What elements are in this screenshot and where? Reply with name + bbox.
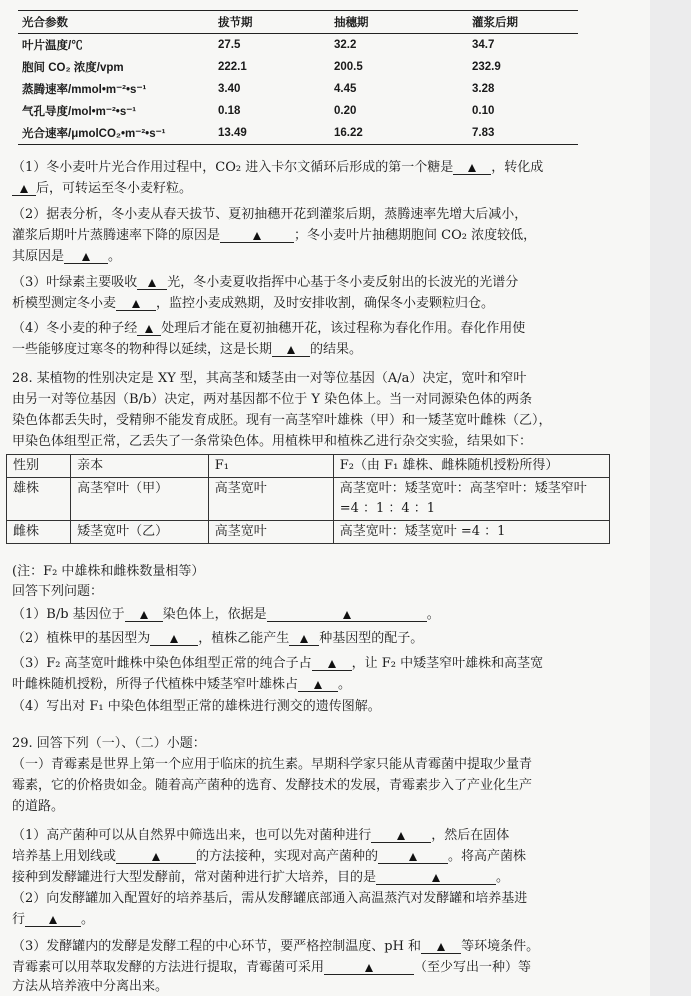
answer-blank[interactable] xyxy=(371,827,431,843)
q29-line-7: 接种到发酵罐进行大型发酵前，常对菌种进行扩大培养，目的是 。 xyxy=(12,870,510,885)
table-header: 灌浆后期 xyxy=(472,17,518,29)
table-cell: 蒸腾速率/mmol•m⁻²•s⁻¹ xyxy=(22,84,147,96)
table-cell: 16.22 xyxy=(334,127,363,139)
table-header-row xyxy=(18,11,578,34)
triangle-marker-icon xyxy=(343,611,351,619)
table-cell: 3.40 xyxy=(218,83,241,95)
table-row xyxy=(7,478,610,521)
table-row xyxy=(18,122,578,145)
table-header: 抽穗期 xyxy=(334,17,369,29)
table-cell: 雌株 xyxy=(7,521,71,544)
q27-line-2: 后，可转运至冬小麦籽粒。 xyxy=(12,178,612,199)
q27-line-9: 一些能够度过寒冬的物种得以延续，这是长期 的结果。 xyxy=(12,342,363,357)
answer-blank[interactable] xyxy=(376,869,496,885)
table-cell: 0.18 xyxy=(218,105,241,117)
answer-blank[interactable] xyxy=(324,959,414,975)
table-row xyxy=(18,34,578,57)
answer-blank[interactable] xyxy=(312,655,352,671)
triangle-marker-icon xyxy=(437,943,445,951)
answer-blank[interactable] xyxy=(453,159,491,175)
answer-blank[interactable] xyxy=(421,938,461,954)
table-cell: 高茎宽叶 xyxy=(208,521,333,544)
q27-line-5: 其原因是 。 xyxy=(12,249,122,264)
triangle-marker-icon xyxy=(409,853,417,861)
table-cell: 200.5 xyxy=(334,61,363,73)
table-cell: 0.10 xyxy=(472,105,495,117)
q28-line-3: 染色体都丢失时，受精卵不能发育成胚。现有一高茎窄叶雄株（甲）和一矮茎宽叶雌株（乙）， xyxy=(12,413,552,428)
q29-line-4: 的道路。 xyxy=(12,799,65,814)
triangle-marker-icon xyxy=(253,232,261,240)
table-row xyxy=(18,56,578,78)
table-cell: 高茎宽叶：矮茎宽叶：高茎窄叶：矮茎窄叶 =4 ：1 ：4 ：1 xyxy=(333,478,609,521)
table-row xyxy=(7,521,610,544)
table-cell: 32.2 xyxy=(334,39,357,51)
table-cell: 矮茎宽叶（乙） xyxy=(71,521,209,544)
table-header: F₂（由 F₁ 雄株、雌株随机授粉所得） xyxy=(333,455,609,478)
q29-line-11: 青霉素可以用萃取发酵的方法进行提取，青霉菌可采用 （至少写出一种）等 xyxy=(12,960,532,975)
answer-blank[interactable] xyxy=(378,848,448,864)
table-cell: 27.5 xyxy=(218,39,241,51)
table-cell: 7.83 xyxy=(472,127,495,139)
triangle-marker-icon xyxy=(300,635,308,643)
q29-line-10: （3）发酵罐内的发酵是发酵工程的中心环节，要严格控制温度、pH 和 等环境条件。 xyxy=(12,939,540,954)
triangle-marker-icon xyxy=(145,325,153,333)
table-cell: 气孔导度/mol•m⁻²•s⁻¹ xyxy=(22,106,137,118)
table-header: 拔节期 xyxy=(218,17,253,29)
table-cell: 0.20 xyxy=(334,105,357,117)
triangle-marker-icon xyxy=(49,916,57,924)
q29-line-5: （1）高产菌种可以从自然界中筛选出来，也可以先对菌种进行 ，然后在固体 xyxy=(12,828,510,843)
q29-line-3: 霉素，它的价格贵如金。随着高产菌种的选育、发酵技术的发展，青霉素步入了产业化生产 xyxy=(12,778,533,793)
answer-blank[interactable] xyxy=(137,320,161,336)
q28-sub-2: （2）植株甲的基因型为 ，植株乙能产生 种基因型的配子。 xyxy=(12,631,424,646)
cross-result-table xyxy=(6,454,610,544)
table-cell: 34.7 xyxy=(472,39,495,51)
q27-line-3: （2）据表分析，冬小麦从春天拔节、夏初抽穗开花到灌浆后期，蒸腾速率先增大后减小， xyxy=(12,207,528,222)
table-row xyxy=(18,78,578,100)
answer-blank[interactable] xyxy=(272,341,310,357)
triangle-marker-icon xyxy=(397,832,405,840)
table-header: 性别 xyxy=(7,455,71,478)
triangle-marker-icon xyxy=(170,635,178,643)
answer-blank[interactable] xyxy=(289,630,319,646)
answer-blank[interactable] xyxy=(116,848,196,864)
table-header-row xyxy=(7,455,610,478)
table-cell: 4.45 xyxy=(334,83,357,95)
q28-sub-3: （3）F₂ 高茎宽叶雌株中染色体组型正常的纯合子占 ，让 F₂ 中矮茎窄叶雄株和高茎宽 xyxy=(12,656,544,671)
table-cell: 222.1 xyxy=(218,61,247,73)
q28-sub-4: （4）写出对 F₁ 中染色体组型正常的雄株进行测交的遗传图解。 xyxy=(12,699,381,714)
photosynthesis-parameter-table xyxy=(18,10,578,145)
q28-sub-1: （1）B/b 基因位于 染色体上，依据是 。 xyxy=(12,607,440,622)
table-cell: 高茎宽叶 xyxy=(208,478,333,521)
q27-line-1: （1）冬小麦叶片光合作用过程中，CO₂ 进入卡尔文循环后形成的第一个糖是 ，转化成 xyxy=(12,160,544,175)
q27-line-8: （4）冬小麦的种子经 处理后才能在夏初抽穗开花，该过程称为春化作用。春化作用使 xyxy=(12,321,526,336)
answer-blank[interactable] xyxy=(25,911,81,927)
answer-blank[interactable] xyxy=(116,295,156,311)
triangle-marker-icon xyxy=(328,660,336,668)
table-cell: 光合速率/μmolCO₂•m⁻²•s⁻¹ xyxy=(22,128,166,140)
table-cell: 高茎宽叶：矮茎宽叶 =4 ：1 xyxy=(333,521,609,544)
table-cell: 叶片温度/℃ xyxy=(22,40,83,52)
triangle-marker-icon xyxy=(140,611,148,619)
table-header: 光合参数 xyxy=(22,17,68,29)
q28-line-2: 由另一对等位基因（B/b）决定，两对基因都不位于 Y 染色体上。当一对同源染色体的两条 xyxy=(12,392,533,407)
triangle-marker-icon xyxy=(314,681,322,689)
table-row xyxy=(18,100,578,122)
triangle-marker-icon xyxy=(468,164,476,172)
triangle-marker-icon xyxy=(365,964,373,972)
q27-line-6: （3）叶绿素主要吸收 光，冬小麦夏收指挥中心基于冬小麦反射出的长波光的光谱分 xyxy=(12,275,519,290)
q29-line-9: 行 。 xyxy=(12,912,95,927)
q28-line-1: 28. 某植物的性别决定是 XY 型，其高茎和矮茎由一对等位基因（A/a）决定，宽叶和窄叶 xyxy=(12,371,527,386)
q27-line-4: 灌浆后期叶片蒸腾速率下降的原因是 ；冬小麦叶片抽穗期胞间 CO₂ 浓度较低， xyxy=(12,228,537,243)
answer-blank[interactable] xyxy=(64,248,108,264)
triangle-marker-icon xyxy=(432,874,440,882)
triangle-marker-icon xyxy=(132,300,140,308)
triangle-marker-icon xyxy=(82,253,90,261)
answer-blank[interactable] xyxy=(137,274,167,290)
table-cell: 13.49 xyxy=(218,127,247,139)
q28-line-4: 甲染色体组型正常，乙丢失了一条常染色体。用植株甲和植株乙进行杂交实验，结果如下： xyxy=(12,434,533,449)
table-cell: 3.28 xyxy=(472,83,495,95)
table-header: 亲本 xyxy=(71,455,209,478)
triangle-marker-icon xyxy=(148,279,156,287)
q29-line-8: （2）向发酵罐加入配置好的培养基后，需从发酵罐底部通入高温蒸汽对发酵罐和培养基进 xyxy=(12,891,528,906)
q28-intro: 回答下列问题： xyxy=(12,584,104,599)
table-cell: 高茎窄叶（甲） xyxy=(71,478,209,521)
q29-line-1: 29. 回答下列（一）、（二）小题： xyxy=(12,736,206,751)
triangle-marker-icon xyxy=(287,346,295,354)
q29-line-2: （一）青霉素是世界上第一个应用于临床的抗生素。早期科学家只能从青霉菌中提取少量青 xyxy=(12,757,533,772)
q28-note: (注：F₂ 中雄株和雌株数量相等） xyxy=(12,564,205,579)
table-cell: 雄株 xyxy=(7,478,71,521)
scrollbar[interactable] xyxy=(650,0,691,996)
q29-line-6: 培养基上用划线或 的方法接种，实现对高产菌种的 。将高产菌株 xyxy=(12,849,527,864)
q28-sub-3-cont: 叶雌株随机授粉，所得子代植株中矮茎窄叶雄株占 。 xyxy=(12,677,352,692)
answer-blank[interactable] xyxy=(150,630,198,646)
answer-blank[interactable] xyxy=(298,676,338,692)
table-cell: 232.9 xyxy=(472,61,501,73)
triangle-marker-icon xyxy=(20,185,28,193)
table-header: F₁ xyxy=(208,455,333,478)
table-cell: 胞间 CO₂ 浓度/vpm xyxy=(22,62,124,74)
q27-line-7: 析模型测定冬小麦 ，监控小麦成熟期，及时安排收割，确保冬小麦颗粒归仓。 xyxy=(12,296,495,311)
triangle-marker-icon xyxy=(152,853,160,861)
answer-blank[interactable] xyxy=(267,606,427,622)
answer-blank[interactable] xyxy=(12,180,36,196)
answer-blank[interactable] xyxy=(220,227,294,243)
answer-blank[interactable] xyxy=(125,606,163,622)
q29-line-12: 方法从培养液中分离出来。 xyxy=(12,979,169,994)
